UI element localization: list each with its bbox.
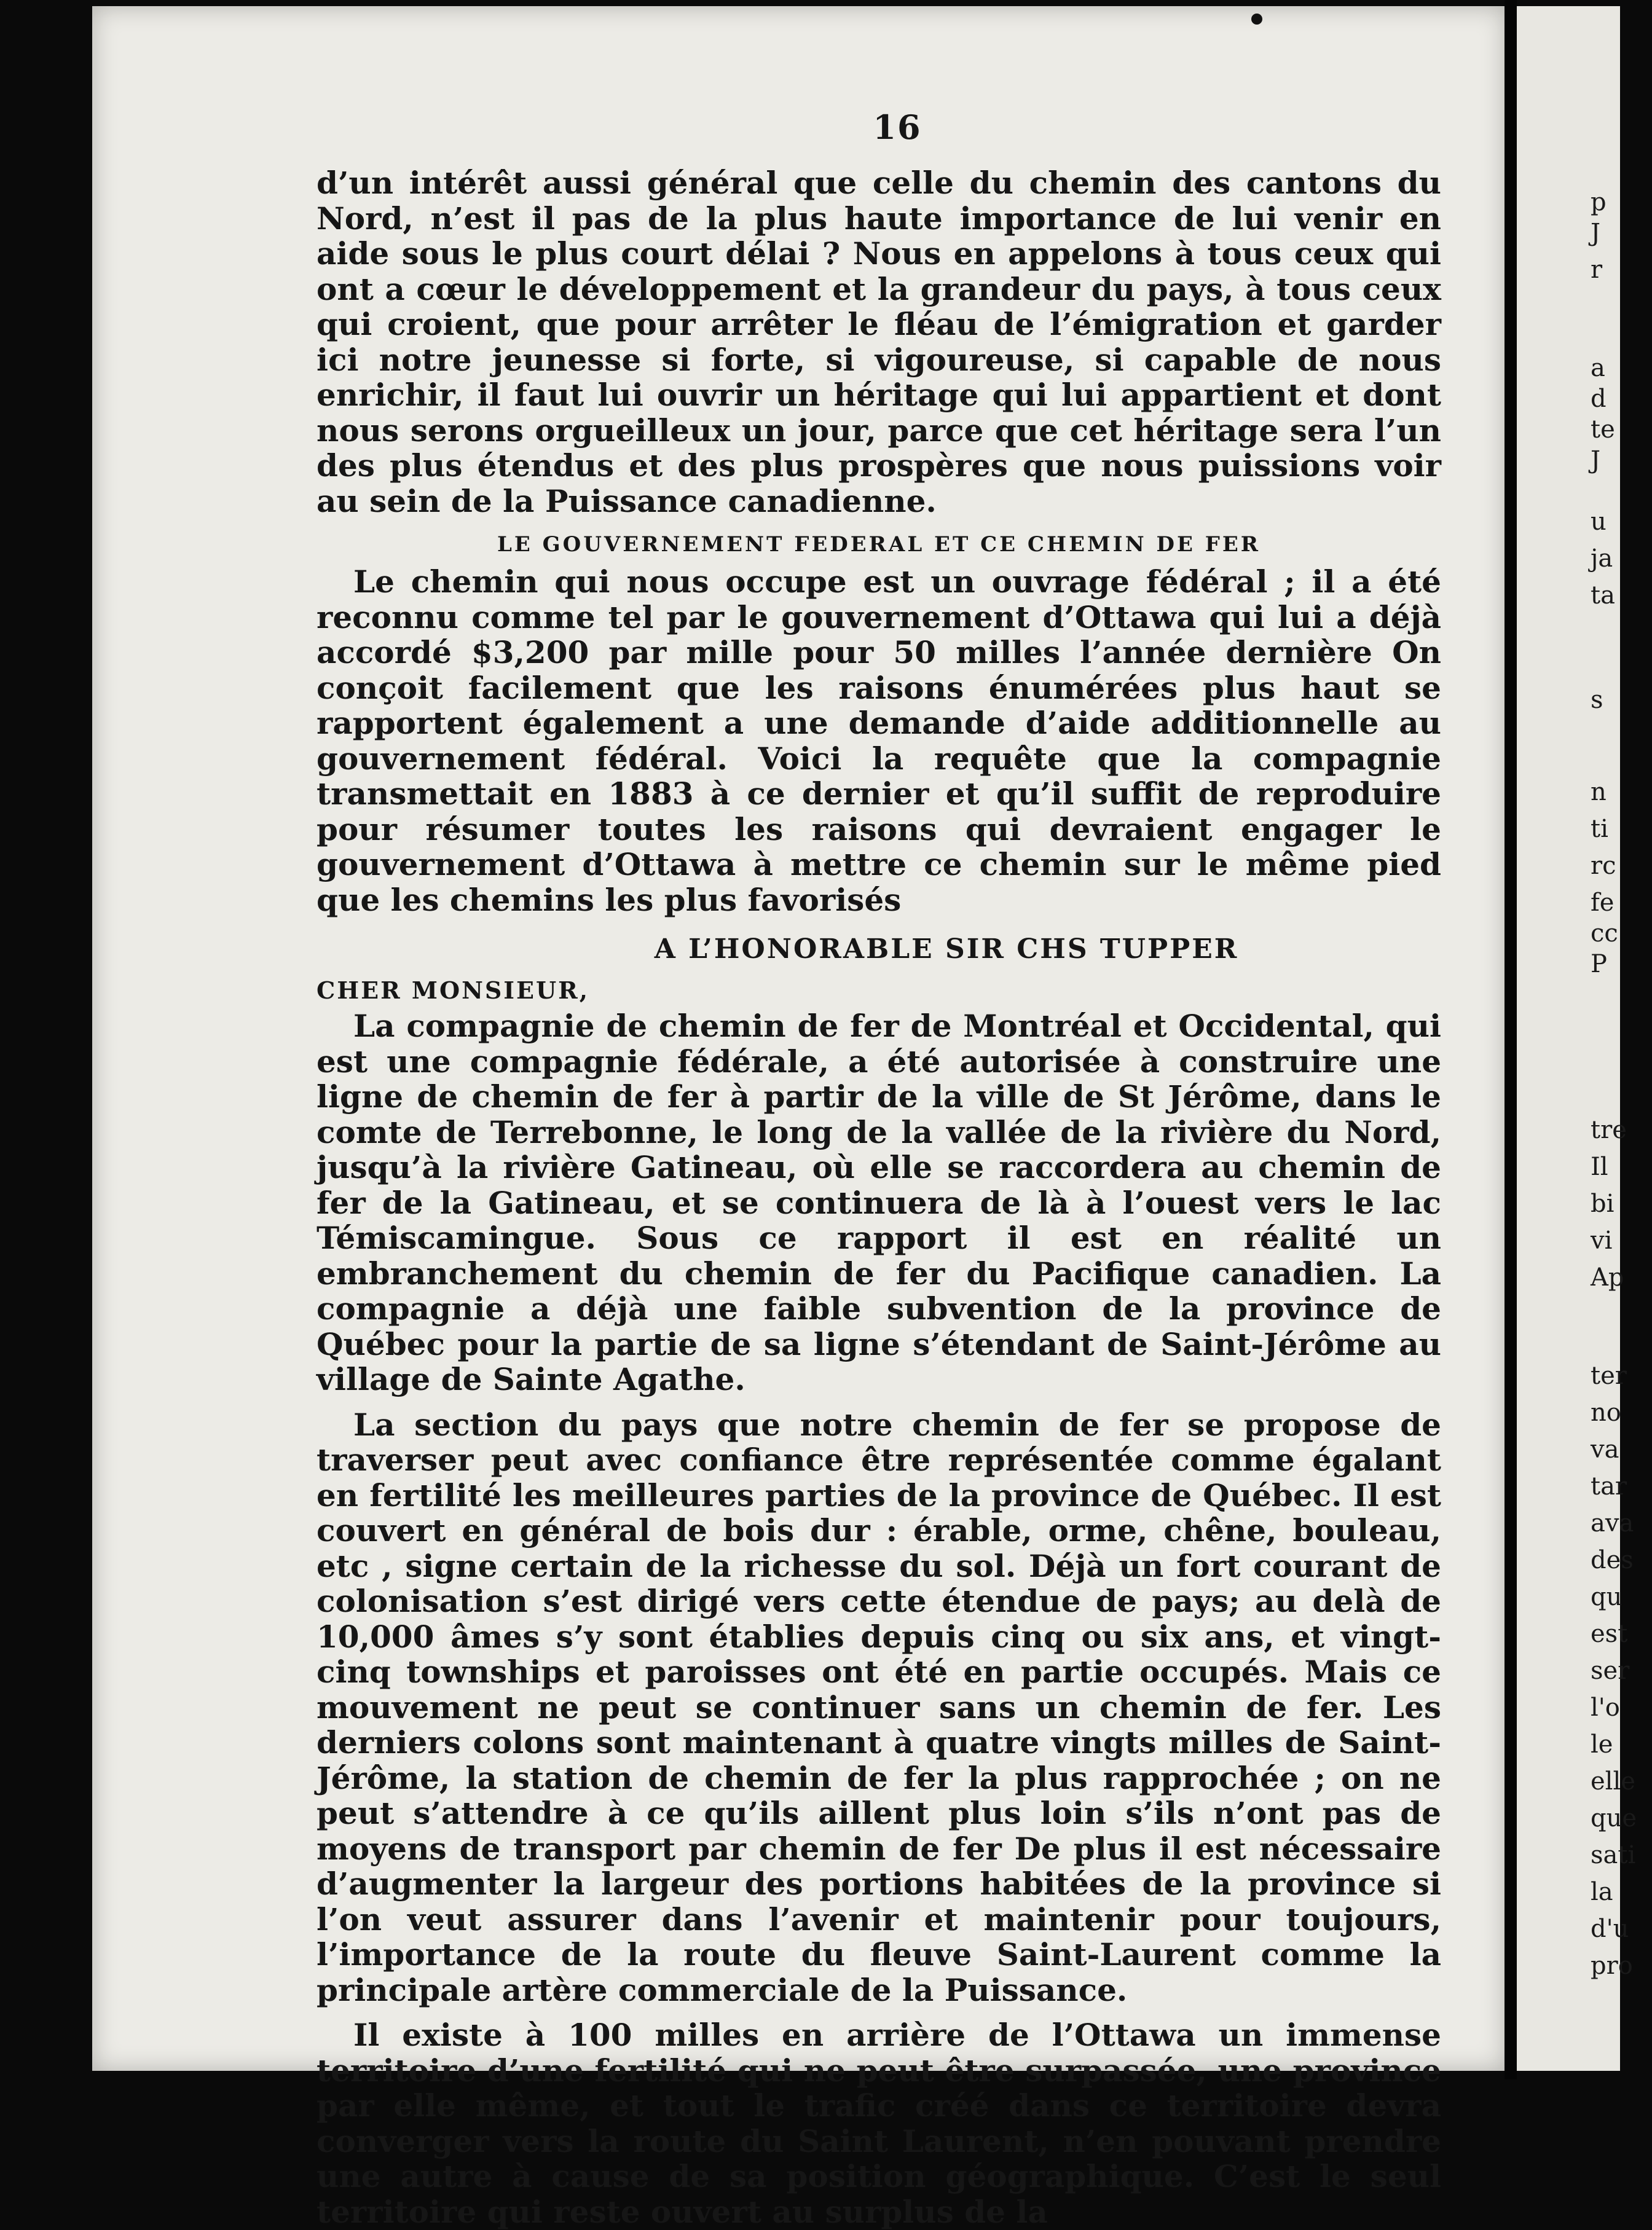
adjacent-page-fragment: cc [1591,919,1618,948]
adjacent-page-fragment: pro [1591,1952,1633,1980]
adjacent-page-fragment: ta [1591,581,1615,610]
adjacent-page-fragment: bi [1591,1190,1615,1218]
adjacent-page-fragment: p [1591,188,1607,216]
adjacent-page-fragment: tre [1591,1116,1627,1144]
adjacent-page-fragment: P [1591,950,1607,978]
adjacent-page-fragment: le [1591,1730,1613,1759]
letter-address: A L’HONORABLE SIR CHS TUPPER [654,933,1239,965]
adjacent-page-fragment: a [1591,354,1605,382]
adjacent-page-fragment: J [1591,446,1601,474]
adjacent-page-fragment: l'o [1591,1694,1620,1722]
adjacent-page-fragment: no [1591,1399,1621,1427]
page-content [317,108,1441,2229]
section-heading: LE GOUVERNEMENT FEDERAL ET CE CHEMIN DE FER [497,532,1261,557]
adjacent-page-fragment: sati [1591,1841,1636,1869]
adjacent-page-fragment: u [1591,508,1607,536]
adjacent-page-fragment: va [1591,1435,1619,1464]
adjacent-page-text [1591,6,1652,2071]
adjacent-page-fragment: fe [1591,889,1615,917]
adjacent-page-fragment: est [1591,1620,1628,1648]
adjacent-page-fragment: J [1591,219,1601,247]
paragraph-section: La section du pays que notre chemin de fer se propose de traverser peut avec confiance être représentée comme égalant en fertilité les meilleures parties de la province de Québec. Il est couvert en général de bois dur : érable, orme, chêne, bouleau, etc , signe certain de la richesse du sol. Déjà un fort courant de colonisation s’est dirigé vers cette étendue de pays; au delà de 10,000 âmes s’y sont établies depuis cinq ou six ans, et vingt-cinq townships et paroisses ont été en partie occupés. Mais ce mouvement ne peut se continuer sans un chemin de fer. Les derniers colons sont maintenant à quatre vingts milles de Saint-Jérôme, la station de chemin de fer la plus rapprochée ; on ne peut s’attendre à ce qu’ils aillent plus loin s’ils n’ont pas de moyens de transport par chemin de fer De plus il est nécessaire d’augmenter la largeur des portions habitées de la province si l’on veut assurer dans l’avenir et maintenir pour toujours, l’importance de la route du fleuve Saint-Laurent comme la principale artère commerciale de la Puissance. [317,1406,1441,2008]
adjacent-page-fragment: vi [1591,1227,1613,1255]
page-number: 16 [873,108,922,147]
adjacent-page-fragment: ter [1591,1362,1627,1390]
adjacent-page-fragment: Il [1591,1153,1608,1181]
book-gutter [1504,0,1517,2079]
ink-dot [1251,14,1262,25]
paragraph-territory: Il existe à 100 milles en arrière de l’Ottawa un immense territoire d’une fertilité qui ne peut être surpassée, une province par elle même, et tout le trafic créé dans ce territoire devra converger vers la route du Saint Laurent, n’en pouvant prendre une autre à cause de sa position géographique. C’est le seul territoire qui reste ouvert au surplus de la [317,2017,1441,2230]
adjacent-page-fragment: des [1591,1546,1634,1574]
adjacent-page-fragment: qu [1591,1583,1622,1611]
adjacent-page-fragment: d [1591,385,1607,413]
adjacent-page-fragment: d'u [1591,1915,1629,1943]
paragraph-company: La compagnie de chemin de fer de Montréal et Occidental, qui est une compagnie fédérale, a été autorisée à construire une ligne de chemin de fer à partir de la ville de St Jérôme, dans le comte de Terrebonne, le long de la vallée de la rivière du Nord, jusqu’à la rivière Gatineau, où elle se raccordera au chemin de fer de la Gatineau, et se continuera de là à l’ouest vers le lac Témiscamingue. Sous ce rapport il est en réalité un embranchement du chemin de fer du Pacifique canadien. La compagnie a déjà une faible subvention de la province de Québec pour la partie de sa ligne s’étendant de Saint-Jérôme au village de Sainte Agathe. [317,1008,1441,1397]
adjacent-page-fragment: r [1591,256,1603,284]
adjacent-page-fragment: te [1591,415,1615,444]
paragraph-intro: d’un intérêt aussi général que celle du chemin des cantons du Nord, n’est il pas de la plus haute importance de lui venir en aide sous le plus court délai ? Nous en appelons à tous ceux qui ont a cœur le développement et la grandeur du pays, à tous ceux qui croient, que pour arrêter le fléau de l’émigration et garder ici notre jeunesse si forte, si vigoureuse, si capable de nous enrichir, il faut lui ouvrir un héritage qui lui appartient et dont nous serons orgueilleux un jour, parce que cet héritage sera l’un des plus étendus et des plus prospères que nous puissions voir au sein de la Puissance canadienne. [317,165,1441,519]
adjacent-page-fragment: ja [1591,544,1613,573]
adjacent-page-fragment: la [1591,1878,1613,1906]
adjacent-page-fragment: s [1591,686,1603,714]
adjacent-page-fragment: ti [1591,815,1608,843]
letter-salutation: CHER MONSIEUR, [317,976,589,1004]
paragraph-federal: Le chemin qui nous occupe est un ouvrage fédéral ; il a été reconnu comme tel par le gouvernement d’Ottawa qui lui a déjà accordé $3,200 par mille pour 50 milles l’année dernière On conçoit facilement que les raisons énumérées plus haut se rapportent également a une demande d’aide additionnelle au gouvernement fédéral. Voici la requête que la compagnie transmettait en 1883 à ce dernier et qu’il suffit de reproduire pour résumer toutes les raisons qui devraient engager le gouvernement d’Ottawa à mettre ce chemin sur le même pied que les chemins les plus favorisés [317,563,1441,918]
adjacent-page-fragment: elle [1591,1767,1635,1796]
adjacent-page-fragment: ser [1591,1657,1630,1685]
adjacent-page [1517,6,1637,2071]
adjacent-page-fragment: rc [1591,852,1616,880]
adjacent-page-fragment: n [1591,778,1607,806]
adjacent-page-fragment: que [1591,1804,1637,1832]
adjacent-page-fragment: ava [1591,1509,1634,1537]
adjacent-page-fragment: Ap [1591,1263,1624,1292]
adjacent-page-fragment: tar [1591,1472,1627,1501]
